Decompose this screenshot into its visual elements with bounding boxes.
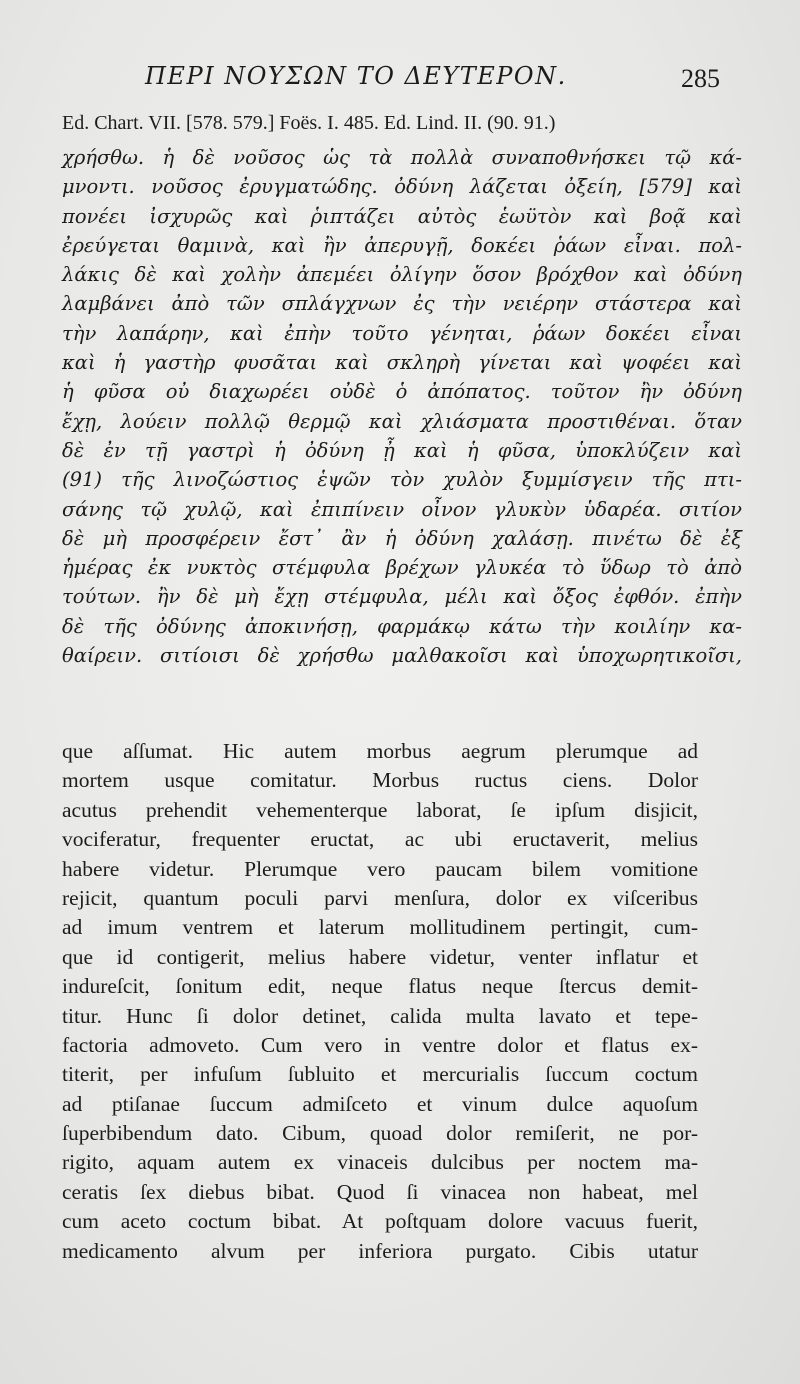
page-number: 285 [681, 64, 720, 93]
greek-text-line: ἐρεύγεται θαμινὰ, καὶ ἢν ἀπερυγῇ, δοκέει ῥάων εἶναι. πολ- [62, 233, 742, 257]
latin-text-line: habere videtur. Plerumque vero paucam bilem vomitione [62, 856, 698, 881]
latin-text-line: medicamento alvum per inferiora purgato. Cibis utatur [62, 1238, 698, 1263]
greek-text-line: ἔχῃ, λούειν πολλῷ θερμῷ καὶ χλιάσματα προστιθέναι. ὅταν [62, 409, 742, 433]
latin-text-line: que id contigerit, melius habere videtur, venter inflatur et [62, 944, 698, 969]
latin-text-line: rejicit, quantum poculi parvi menſura, dolor ex viſceribus [62, 885, 698, 910]
greek-text-line: πονέει ἰσχυρῶς καὶ ῥιπτάζει αὐτὸς ἑωϋτὸν καὶ βοᾷ καὶ [62, 204, 742, 228]
latin-text-line: vociferatur, frequenter eructat, ac ubi eructaverit, melius [62, 827, 698, 852]
latin-text-line: ad ptiſanae ſuccum admiſceto et vinum dulce aquoſum [62, 1091, 698, 1116]
latin-text-line: que aſſumat. Hic autem morbus aegrum plerumque ad [62, 739, 698, 763]
latin-translation-block [62, 737, 698, 1266]
latin-text-line: rigito, aquam autem ex vinaceis dulcibus per noctem ma- [62, 1150, 698, 1175]
page-header [60, 62, 720, 98]
greek-text-line: χρήσθω. ἡ δὲ νοῦσος ὡς τὰ πολλὰ συναποθνήσκει τῷ κά- [62, 146, 742, 169]
latin-text-line: mortem usque comitatur. Morbus ructus ciens. Dolor [62, 768, 698, 793]
edition-reference-line: Ed. Chart. VII. [578. 579.] Foës. I. 485. Ed. Lind. II. (90. 91.) [62, 112, 556, 134]
greek-text-line: ἡμέρας ἐκ νυκτὸς στέμφυλα βρέχων γλυκέα τὸ ὕδωρ τὸ ἀπὸ [62, 556, 742, 580]
latin-text-line: titur. Hunc ſi dolor detinet, calida multa lavato et tepe- [62, 1003, 698, 1028]
latin-text-line: ceratis ſex diebus bibat. Quod ſi vinacea non habeat, mel [62, 1179, 698, 1204]
greek-text-line: δὲ μὴ προσφέρειν ἔστ᾽ ἂν ἡ ὀδύνη χαλάσῃ. πινέτω δὲ ἐξ [62, 526, 742, 550]
greek-text-line: δὲ τῆς ὀδύνης ἀποκινήσῃ, φαρμάκῳ κάτω τὴν κοιλίην κα- [62, 614, 742, 638]
greek-text-line: θαίρειν. σιτίοισι δὲ χρήσθω μαλθακοῖσι καὶ ὑποχωρητικοῖσι, [62, 644, 742, 668]
greek-text-line: τὴν λαπάρην, καὶ ἐπὴν τοῦτο γένηται, ῥάων δοκέει εἶναι [62, 321, 742, 345]
latin-text-line: ſuperbibendum dato. Cibum, quoad dolor remiſerit, ne por- [62, 1121, 698, 1146]
greek-text-line: τούτων. ἢν δὲ μὴ ἔχῃ στέμφυλα, μέλι καὶ ὄξος ἐφθόν. ἐπὴν [62, 585, 742, 609]
latin-text-line: cum aceto coctum bibat. At poſtquam dolore vacuus fuerit, [62, 1209, 698, 1234]
latin-text-line: titerit, per infuſum ſubluito et mercurialis ſuccum coctum [62, 1062, 698, 1087]
greek-text-line: (91) τῆς λινοζώστιος ἑψῶν τὸν χυλὸν ξυμμίσγειν τῆς πτι- [62, 468, 742, 492]
greek-text-line: λάκις δὲ καὶ χολὴν ἀπεμέει ὀλίγην ὅσον βρόχθον καὶ ὀδύνη [62, 263, 742, 287]
greek-text-block [62, 143, 742, 670]
greek-text-line: σάνης τῷ χυλῷ, καὶ ἐπιπίνειν οἶνον γλυκὺν ὑδαρέα. σιτίον [62, 497, 742, 521]
greek-text-line: ἡ φῦσα οὐ διαχωρέει οὐδὲ ὁ ἀπόπατος. τοῦτον ἢν ὀδύνη [62, 380, 742, 404]
latin-text-line: factoria admoveto. Cum vero in ventre dolor et flatus ex- [62, 1032, 698, 1057]
greek-text-line: καὶ ἡ γαστὴρ φυσᾶται καὶ σκληρὴ γίνεται καὶ ψοφέει καὶ [62, 351, 742, 375]
greek-text-line: λαμβάνει ἀπὸ τῶν σπλάγχνων ἐς τὴν νειέρην στάστερα καὶ [62, 292, 742, 316]
latin-text-line: acutus prehendit vehementerque laborat, ſe ipſum disjicit, [62, 797, 698, 822]
running-title: ΠΕΡΙ ΝΟΥΣΩΝ ΤΟ ΔΕΥΤΕΡΟΝ. [145, 62, 567, 90]
latin-text-line: indureſcit, ſonitum edit, neque flatus neque ſtercus demit- [62, 974, 698, 999]
greek-text-line: μνοντι. νοῦσος ἐρυγματώδης. ὀδύνη λάζεται ὀξείη, [579] καὶ [62, 175, 742, 199]
greek-text-line: δὲ ἐν τῇ γαστρὶ ἡ ὀδύνη ᾖ καὶ ἡ φῦσα, ὑποκλύζειν καὶ [62, 438, 742, 462]
latin-text-line: ad imum ventrem et laterum mollitudinem pertingit, cum- [62, 915, 698, 940]
